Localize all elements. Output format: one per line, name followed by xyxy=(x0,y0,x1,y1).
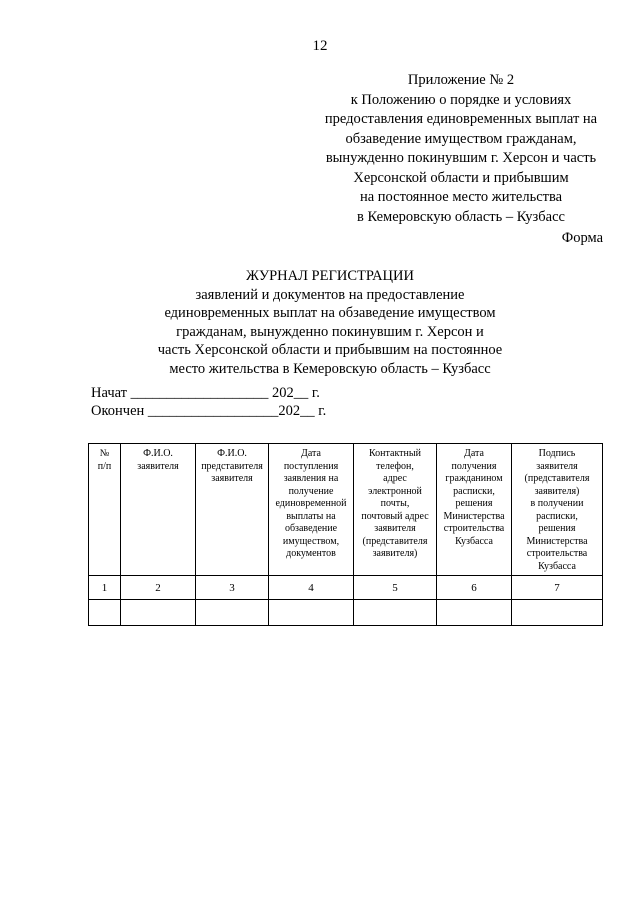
empty-cell xyxy=(196,600,269,626)
appendix-line: вынужденно покинувшим г. Херсон и часть xyxy=(325,150,597,166)
appendix-header xyxy=(300,71,622,227)
register-table xyxy=(88,443,603,626)
empty-cell xyxy=(121,600,196,626)
appendix-line: обзаведение имуществом гражданам, xyxy=(345,130,577,147)
header-representative-name: Ф.И.О. представителя заявителя xyxy=(196,444,269,576)
journal-dates xyxy=(91,384,326,420)
empty-cell xyxy=(354,600,437,626)
journal-title: ЖУРНАЛ РЕГИСТРАЦИИ xyxy=(246,268,414,284)
empty-cell xyxy=(437,600,512,626)
header-signature: Подпись заявителя (представителя заявителя) в получении расписки, решения Министерства строительства Кузбасса xyxy=(512,444,603,576)
table-row xyxy=(89,600,603,626)
column-number-row xyxy=(89,576,603,600)
ended-date-line: Окончен __________________202__ г. xyxy=(91,403,327,419)
header-number: № п/п xyxy=(89,444,121,576)
journal-subtitle-line: часть Херсонской области и прибывшим на постоянное xyxy=(157,342,503,359)
empty-cell xyxy=(269,600,354,626)
header-contacts: Контактный телефон, адрес электронной почты, почтовый адрес заявителя (представителя заявителя) xyxy=(354,444,437,576)
column-number: 6 xyxy=(437,576,512,600)
column-number: 3 xyxy=(196,576,269,600)
header-applicant-name: Ф.И.О. заявителя xyxy=(121,444,196,576)
appendix-line: на постоянное место жительства xyxy=(359,189,563,205)
journal-subtitle-line: гражданам, вынужденно покинувшим г. Херсон и xyxy=(176,323,484,340)
column-number: 7 xyxy=(512,576,603,600)
empty-cell xyxy=(512,600,603,626)
started-date-line: Начат ___________________ 202__ г. xyxy=(91,385,320,401)
appendix-line: предоставления единовременных выплат на xyxy=(324,111,598,127)
column-number: 1 xyxy=(89,576,121,600)
header-receipt-date: Дата получения гражданином расписки, решения Министерства строительства Кузбасса xyxy=(437,444,512,576)
journal-heading xyxy=(90,267,570,379)
appendix-line: Херсонской области и прибывшим xyxy=(353,169,569,186)
journal-subtitle-line: единовременных выплат на обзаведение имуществом xyxy=(164,305,496,322)
appendix-line: к Положению о порядке и условиях xyxy=(350,91,572,108)
appendix-line: в Кемеровскую область – Кузбасс xyxy=(357,208,565,225)
page-number: 12 xyxy=(312,38,328,54)
appendix-line: Приложение № 2 xyxy=(407,72,515,88)
form-label: Форма xyxy=(561,230,603,246)
table-header-row xyxy=(89,444,603,576)
empty-cell xyxy=(89,600,121,626)
column-number: 5 xyxy=(354,576,437,600)
header-application-date: Дата поступления заявления на получение единовременной выплаты на обзаведение имуществом, документов xyxy=(269,444,354,576)
column-number: 4 xyxy=(269,576,354,600)
journal-subtitle-line: место жительства в Кемеровскую область – Кузбасс xyxy=(169,360,491,377)
column-number: 2 xyxy=(121,576,196,600)
journal-subtitle-line: заявлений и документов на предоставление xyxy=(195,286,465,303)
